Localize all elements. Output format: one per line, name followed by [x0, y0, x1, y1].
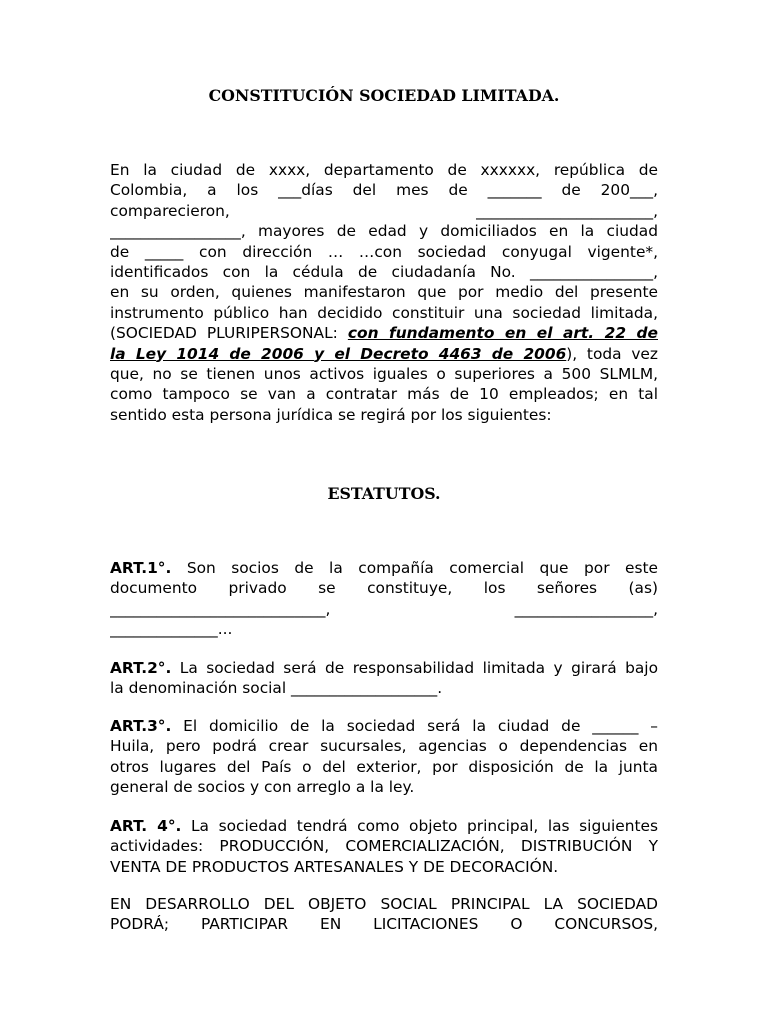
article-3	[110, 716, 658, 798]
legal-ref-emphasis: la Ley 1014 de 2006 y el Decreto 4463 de 2006	[110, 344, 567, 363]
article-label: ART.2°.	[110, 659, 172, 677]
article-line	[110, 599, 658, 619]
legal-ref-prefix: (SOCIEDAD PLURIPERSONAL:	[110, 324, 348, 343]
blank-left: ____________________________,	[110, 599, 331, 618]
article-line	[110, 658, 658, 678]
objeto-desarrollo	[110, 894, 658, 935]
intro-line: que, no se tienen unos activos iguales o superiores a 500 SLMLM,	[110, 364, 658, 383]
article-line: actividades: PRODUCCIÓN, COMERCIALIZACIÓN, DISTRIBUCIÓN Y	[110, 837, 658, 856]
paragraph-line: PODRÁ; PARTICIPAR EN LICITACIONES O CONCURSOS,	[110, 915, 658, 934]
estatutos-heading: ESTATUTOS.	[327, 484, 441, 503]
article-text: La sociedad será de responsabilidad limitada y girará bajo	[171, 659, 658, 677]
article-line: Huila, pero podrá crear sucursales, agencias o dependencias en	[110, 737, 658, 756]
article-line: general de socios y con arreglo a la ley.	[110, 778, 415, 797]
intro-line: Colombia, a los ___días del mes de _______ de 200___,	[110, 181, 658, 200]
intro-line: sentido esta persona jurídica se regirá por los siguientes:	[110, 405, 552, 424]
article-label: ART. 4°.	[110, 817, 182, 835]
intro-line-legal-ref	[110, 323, 658, 343]
article-text: La sociedad tendrá como objeto principal, las siguientes	[181, 817, 658, 835]
article-line	[110, 716, 658, 736]
article-2	[110, 658, 658, 699]
article-line	[110, 816, 658, 836]
blank-right: __________________,	[514, 599, 658, 618]
article-text: El domicilio de la sociedad será la ciudad de ______ –	[171, 717, 658, 735]
article-line: ______________...	[110, 620, 233, 639]
article-text: Son socios de la compañía comercial que por este	[171, 559, 658, 577]
article-label: ART.1°.	[110, 559, 172, 577]
intro-paragraph	[110, 160, 658, 425]
article-line: otros lugares del País o del exterior, por disposición de la junta	[110, 757, 658, 776]
legal-ref-suffix: ), toda vez	[566, 344, 658, 363]
intro-line: de _____ con dirección … …con sociedad conyugal vigente*,	[110, 242, 658, 261]
article-line: VENTA DE PRODUCTOS ARTESANALES Y DE DECORACIÓN.	[110, 857, 559, 876]
article-line	[110, 558, 658, 578]
intro-line: en su orden, quienes manifestaron que por medio del presente	[110, 283, 658, 302]
paragraph-line: EN DESARROLLO DEL OBJETO SOCIAL PRINCIPAL LA SOCIEDAD	[110, 895, 658, 913]
article-1	[110, 558, 658, 640]
intro-line: como tampoco se van a contratar más de 10 empleados; en tal	[110, 385, 658, 404]
intro-line: instrumento público han decidido constituir una sociedad limitada,	[110, 303, 658, 322]
intro-line: En la ciudad de xxxx, departamento de xxxxxx, república de	[110, 161, 658, 179]
intro-line-legal-ref	[110, 344, 658, 364]
intro-line: identificados con la cédula de ciudadanía No. ________________,	[110, 262, 658, 281]
legal-ref-emphasis: con fundamento en el art. 22 de	[347, 324, 658, 343]
article-label: ART.3°.	[110, 717, 172, 735]
intro-line: _________________, mayores de edad y domiciliados en la ciudad	[110, 222, 658, 241]
intro-line: comparecieron, _______________________,	[110, 201, 658, 220]
article-line: documento privado se constituye, los señores (as)	[110, 579, 658, 598]
document-title: CONSTITUCIÓN SOCIEDAD LIMITADA.	[208, 86, 560, 105]
article-4	[110, 816, 658, 877]
article-line: la denominación social ___________________.	[110, 679, 443, 698]
